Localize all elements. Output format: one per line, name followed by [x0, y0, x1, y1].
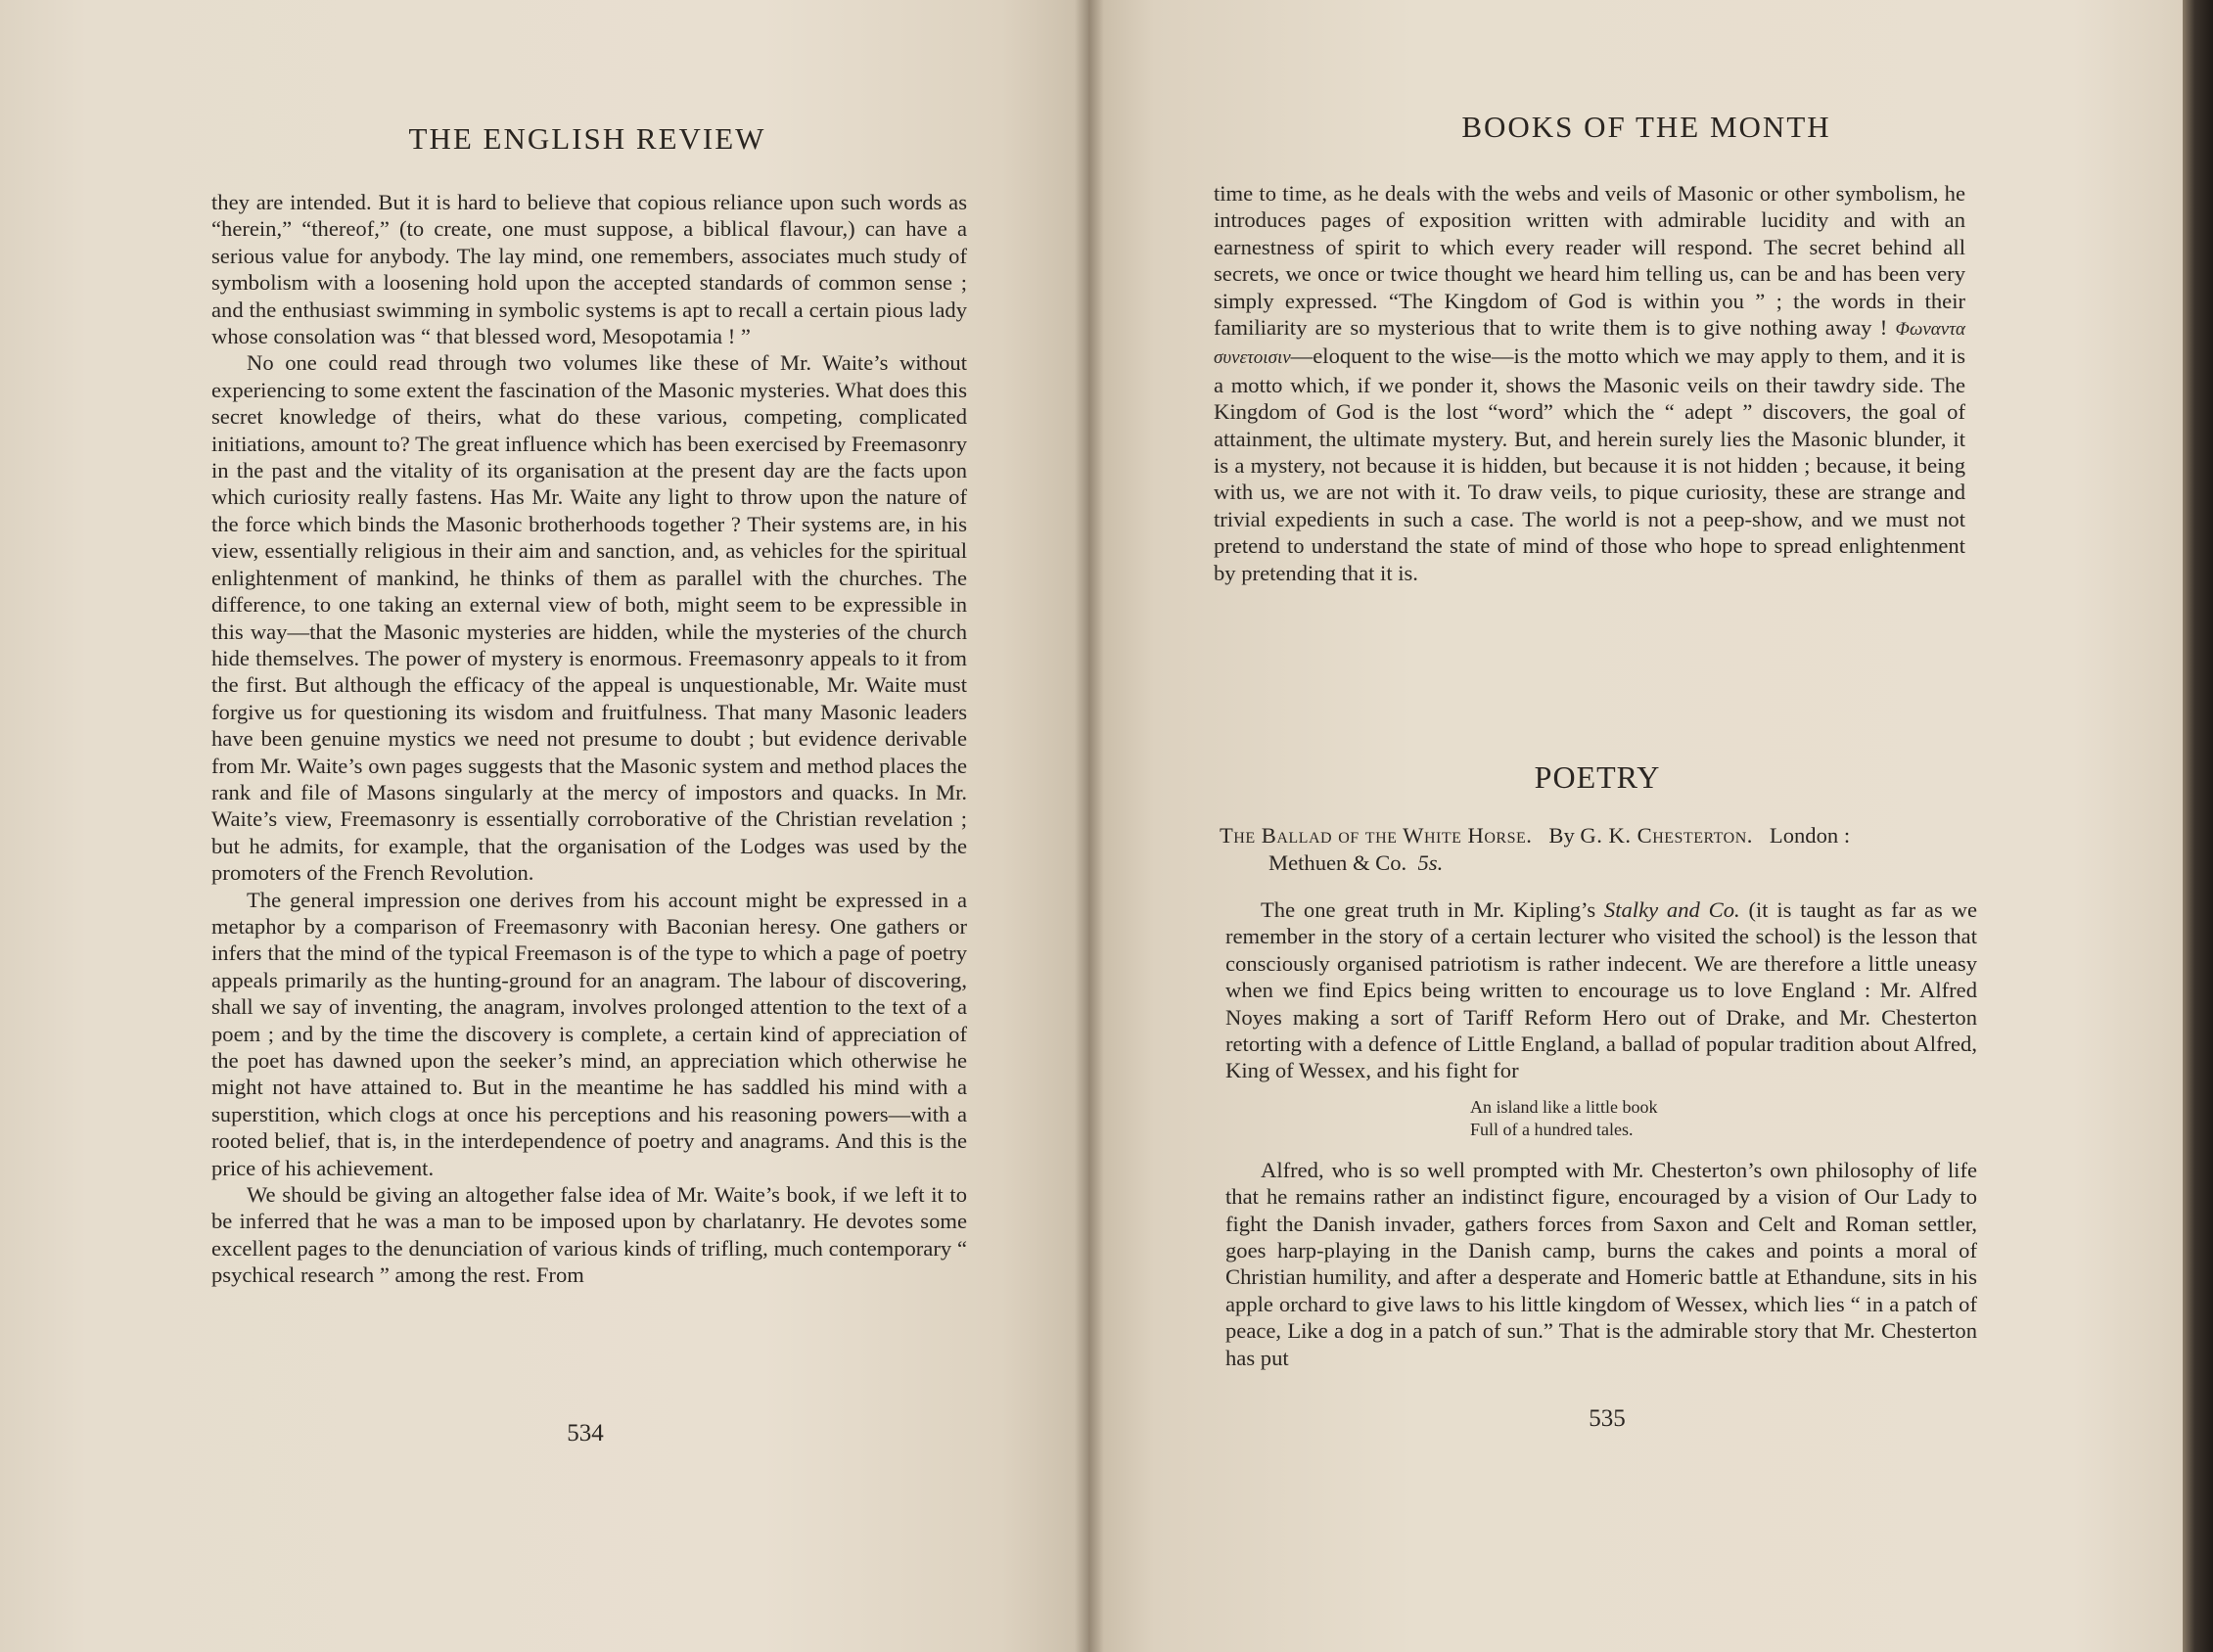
paragraph-text: —eloquent to the wise—is the motto which we may apply to them, and it is a motto which, if we ponder it, shows the Masonic veils on their tawdry side. The Kingdom of God is the lost “word” which the “ adept ” discovers, the goal of attainment, the ultimate mystery. But, and herein surely lies the Masonic blunder, it is a mystery, not because it is hidden, but because it is not hidden ; because, it being with us, we are not with it. To draw veils, to pique curiosity, these are strange and trivial expedients in such a case. The world is not a peep-show, and we must not pretend to understand the state of mind of those who hope to spread enlightenment by pretending that it is.: [1214, 344, 1965, 585]
page-number: 534: [567, 1420, 604, 1446]
paragraph-text: The one great truth in Mr. Kipling’s: [1261, 897, 1596, 922]
left-page: [0, 0, 1088, 1652]
book-reference: Stalky and Co.: [1603, 897, 1740, 922]
running-head: THE ENGLISH REVIEW: [408, 121, 766, 156]
paragraph: [1225, 896, 1977, 1084]
paragraph: they are intended. But it is hard to believe that copious reliance upon such words as “herein,” “thereof,” (to create, one must suppose, a biblical flavour,) can have a serious value for anybody. The lay mind, one remembers, associates much study of symbolism with a loosening hold upon the accepted standards of common sense ; and the enthusiast swimming in symbolic systems is apt to recall a certain pious lady whose consolation was “ that blessed word, Mesopotamia ! ”: [211, 190, 967, 349]
greek-motto: Φωναντα συνετοισιν: [1214, 319, 1965, 369]
paragraph: Alfred, who is so well prompted with Mr. Chesterton’s own philosophy of life that he remains rather an indistinct figure, encouraged by a vision of Our Lady to fight the Danish invader, gathers forces from Saxon and Celt and Roman settler, goes harp-playing in the Danish camp, burns the cakes and points a moral of Christian humility, and after a desperate and Homeric battle at Ethandune, sits in his apple orchard to give laws to his little kingdom of Wessex, which lies “ in a patch of peace, Like a dog in a patch of sun.” That is the admirable story that Mr. Chesterton has put: [1225, 1157, 1977, 1370]
body-text: [1214, 180, 1965, 586]
book-title: The Ballad of the White Horse.: [1220, 823, 1533, 848]
page-edge: [2183, 0, 2213, 1652]
verse-quote: [1470, 1096, 1977, 1141]
verse-line: Full of a hundred tales.: [1470, 1119, 1634, 1139]
review-text: [1225, 896, 1977, 1371]
verse-line: An island like a little book: [1470, 1096, 1658, 1117]
author-prefix: By: [1548, 823, 1575, 848]
running-head: BOOKS OF THE MONTH: [1461, 110, 1831, 144]
paragraph-text: (it is taught as far as we remember in the story of a certain lecturer who visited the school) is the lesson that consciously organised patriotism is rather indecent. We are therefore a little uneasy when we find Epics being written to encourage us to love England : Mr. Alfred Noyes making a sort of Tariff Reform Hero out of Drake, and Mr. Chesterton retorting with a defence of Little England, a ballad of popular tradition about Alfred, King of Wessex, and his fight for: [1225, 897, 1977, 1083]
paragraph: [1214, 180, 1965, 586]
book-price: 5s.: [1417, 850, 1444, 875]
publisher: Methuen & Co.: [1268, 850, 1407, 875]
book-entry: [1220, 822, 1973, 877]
book-entry-line: [1220, 849, 1973, 877]
paragraph-text: time to time, as he deals with the webs and veils of Masonic or other symbolism, he introduces pages of exposition written with admirable lucidity and with an earnestness of spirit to which every reader will respond. The secret behind all secrets, we once or twice thought we heard him telling us, can be and has been very simply expressed. “The Kingdom of God is within you ” ; the words in their familiarity are so mysterious that to write them is to give nothing away !: [1214, 181, 1965, 341]
book-entry-line: [1220, 822, 1973, 849]
paragraph: No one could read through two volumes like these of Mr. Waite’s without experiencing to some extent the fascination of the Masonic mysteries. What does this secret knowledge of theirs, what do these various, competing, complicated initiations, amount to? The great influence which has been exercised by Freemasonry in the past and the vitality of its organisation at the present day are the facts upon which curiosity really fastens. Has Mr. Waite any light to throw upon the nature of the force which binds the Masonic brotherhoods together ? Their systems are, in his view, essentially religious in their aim and sanction, and, as vehicles for the spiritual enlightenment of mankind, he thinks of them as parallel with the churches. The difference, to one taking an external view of both, might seem to be expressible in this way—that the Masonic mysteries are hidden, while the mysteries of the church hide themselves. The power of mystery is enormous. Freemasonry appeals to it from the first. But although the efficacy of the appeal is unquestionable, Mr. Waite must forgive us for questioning its wisdom and fruitfulness. That many Masonic leaders have been genuine mystics we need not presume to doubt ; but evidence derivable from Mr. Waite’s own pages suggests that the Masonic system and method places the rank and file of Masons singularly at the mercy of impostors and quacks. In Mr. Waite’s view, Freemasonry is essentially corroborative of the Christian revelation ; but he admits, for example, that the organisation of the Lodges was used by the promoters of the French Revolution.: [211, 350, 967, 886]
paragraph: The general impression one derives from his account might be expressed in a metaphor by a comparison of Freemasonry with Baconian heresy. One gathers or infers that the mind of the typical Freemason is of the type to which a page of poetry appeals primarily as the hunting-ground for an anagram. The labour of discovering, shall we say of inventing, the anagram, involves prolonged attention to the text of a poem ; and by the time the discovery is complete, a certain kind of appreciation of the poet has dawned upon the seeker’s mind, an appreciation which otherwise he might not have attained to. But in the meantime he has saddled his mind with a superstition, which clogs at once his perceptions and his reasoning powers—with a rooted belief, that is, in the interdependence of poetry and anagrams. And this is the price of his achievement.: [211, 887, 967, 1180]
book-gutter: [1075, 0, 1104, 1652]
section-title: POETRY: [1534, 759, 1661, 795]
book-author: G. K. Chesterton.: [1580, 823, 1753, 848]
paragraph: We should be giving an altogether false idea of Mr. Waite’s book, if we left it to be inferred that he was a man to be imposed upon by charlatanry. He devotes some excellent pages to the denunciation of various kinds of trifling, much contemporary “ psychical research ” among the rest. From: [211, 1182, 967, 1288]
publisher-city: London :: [1769, 823, 1851, 848]
right-page: [1088, 0, 2183, 1652]
body-text: [211, 189, 967, 1289]
page-number: 535: [1589, 1405, 1626, 1432]
